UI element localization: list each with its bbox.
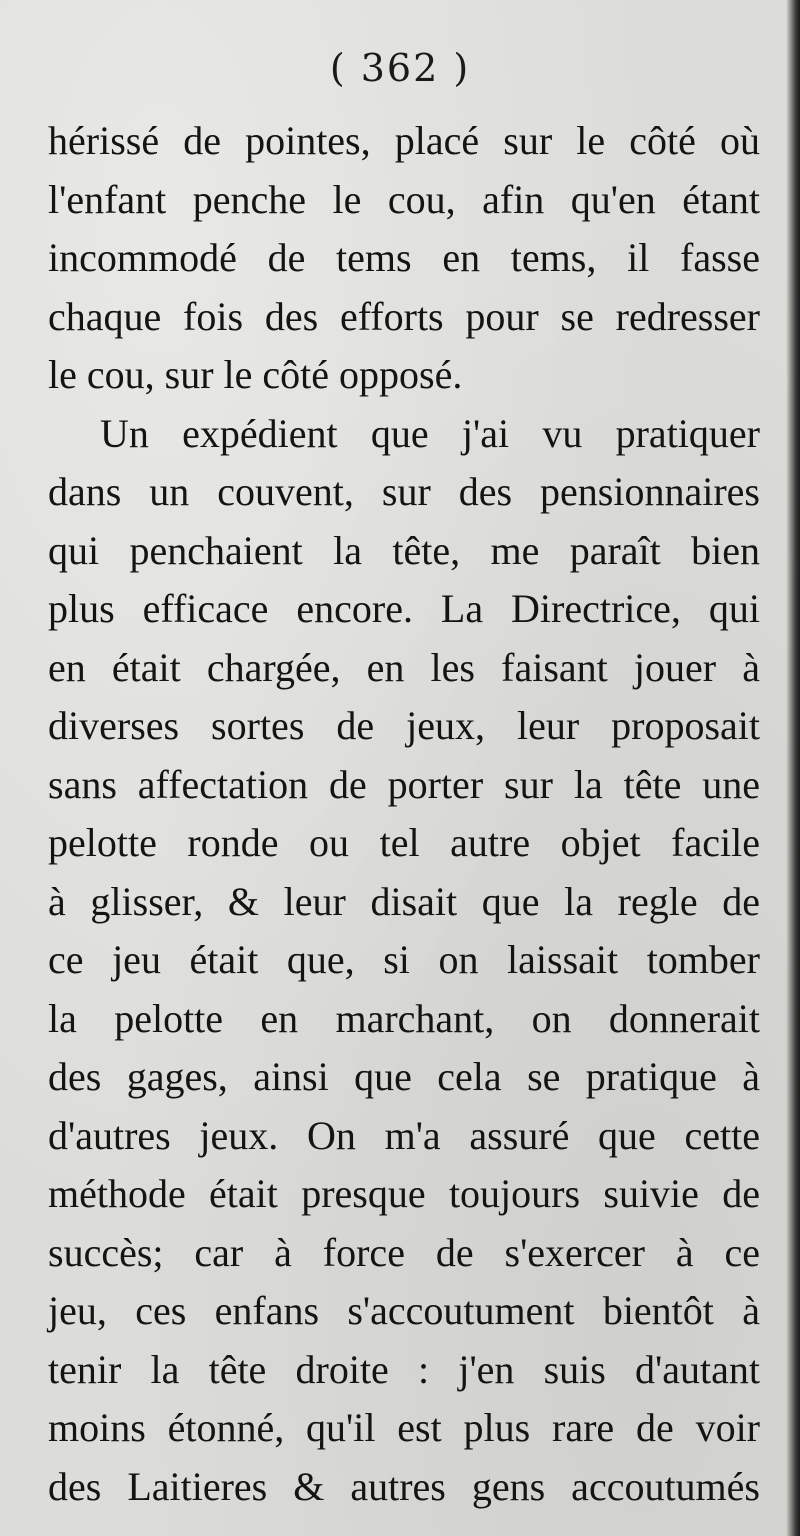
text-line: incommodé de tems en tems, il fasse xyxy=(48,235,760,280)
text-line: d'autres jeux. On m'a assuré que cette xyxy=(48,1112,760,1158)
text-line: Un expédient que j'ai vu pratiquer xyxy=(100,410,760,456)
page-body xyxy=(48,112,760,1516)
text-line: hérissé de pointes, placé sur le côté où xyxy=(48,118,760,163)
text-line: le cou, sur le côté opposé. xyxy=(48,352,463,397)
text-line: sans affectation de porter sur la tête une xyxy=(48,761,760,807)
text-line: à glisser, & leur disait que la regle de xyxy=(48,878,760,924)
text-line: succès; car à force de s'exercer à ce xyxy=(48,1229,760,1275)
text-line: tenir la tête droite : j'en suis d'autant xyxy=(48,1346,760,1392)
text-line: moins étonné, qu'il est plus rare de voir xyxy=(48,1405,760,1450)
text-line: en était chargée, en les faisant jouer à xyxy=(48,644,760,690)
page-number: ( 362 ) xyxy=(329,46,471,90)
text-line: l'enfant penche le cou, afin qu'en étant xyxy=(48,176,760,222)
text-line: chaque fois des efforts pour se redresser xyxy=(48,293,760,339)
text-line: des gages, ainsi que cela se pratique à xyxy=(48,1054,760,1099)
text-line: ce jeu était que, si on laissait tomber xyxy=(48,937,760,982)
text-line: la pelotte en marchant, on donnerait xyxy=(48,995,760,1041)
text-line: méthode était presque toujours suivie de xyxy=(48,1171,760,1216)
text-line: des Laitieres & autres gens accoutumés xyxy=(48,1463,760,1509)
text-line: dans un couvent, sur des pensionnaires xyxy=(48,469,760,514)
text-line: pelotte ronde ou tel autre objet facile xyxy=(48,820,760,865)
text-line: jeu, ces enfans s'accoutument bientôt à xyxy=(48,1288,760,1333)
text-line: diverses sortes de jeux, leur proposait xyxy=(48,703,760,748)
text-line: plus efficace encore. La Directrice, qui xyxy=(48,586,760,631)
text-line: qui penchaient la tête, me paraît bien xyxy=(48,527,760,573)
